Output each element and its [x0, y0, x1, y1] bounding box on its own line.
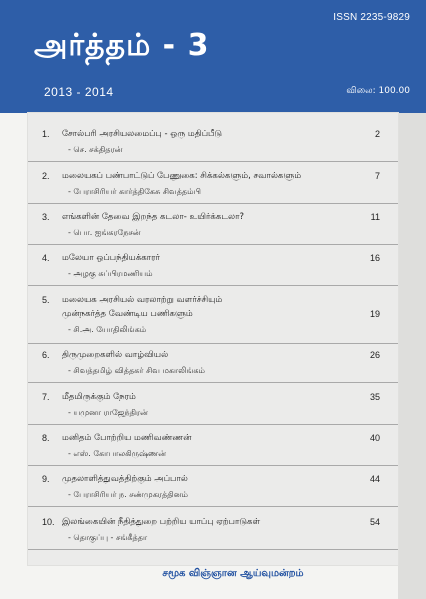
- entry-author: - பொ. ஐங்கரநேசன்: [68, 228, 141, 237]
- entry-title-line-2: முன்நகர்த்த வேண்டிய பணிகளும்: [62, 309, 193, 319]
- entry-number: 9.: [42, 474, 50, 484]
- entry-page: 2: [374, 129, 380, 139]
- entry-page: 54: [369, 517, 380, 527]
- toc-entry-6[interactable]: [28, 350, 398, 383]
- entry-page: 26: [369, 350, 380, 360]
- toc-entry-5[interactable]: [28, 295, 398, 344]
- entry-title: மலையகப் பண்பாட்டுப் பேணுகை: சிக்கல்களும், சவால்களும்: [62, 171, 302, 181]
- toc-entry-8[interactable]: [28, 433, 398, 466]
- toc-entry-2[interactable]: [28, 171, 398, 204]
- entry-number: 7.: [42, 392, 50, 402]
- entry-title: முதலாளித்துவத்திற்கும் அப்பால்: [62, 474, 188, 484]
- entry-page: 44: [369, 474, 380, 484]
- issn-label: ISSN 2235-9829: [333, 12, 410, 23]
- publisher-name: சமூக விஞ்ஞான ஆய்வுமன்றம்: [162, 568, 304, 579]
- entry-page: 16: [369, 253, 380, 263]
- entry-author: - பேராசிரியர் கார்த்திகேசு சிவத்தம்பி: [68, 187, 201, 196]
- entry-author: - செ. சக்திதரன்: [68, 145, 123, 154]
- entry-title: எங்களின் தேவை இறந்த கடலா- உயிர்க்கடலா?: [62, 212, 245, 222]
- entry-title: சோல்பரி அரசியலமைப்பு - ஒரு மதிப்பீடு: [62, 129, 222, 139]
- entry-number: 4.: [42, 253, 50, 263]
- toc-entry-1[interactable]: [28, 129, 398, 162]
- entry-title: மீதமிருக்கும் நேரம்: [62, 392, 136, 402]
- toc-entry-3[interactable]: [28, 212, 398, 245]
- toc-entry-9[interactable]: [28, 474, 398, 507]
- entry-number: 6.: [42, 350, 50, 360]
- entry-number: 8.: [42, 433, 50, 443]
- price-label: விலை: 100.00: [346, 86, 410, 96]
- entry-title: திருமுறைகளில் வாழ்வியல்: [62, 350, 169, 360]
- toc-entry-4[interactable]: [28, 253, 398, 286]
- entry-page: 19: [369, 309, 380, 319]
- cover-header: [0, 0, 426, 113]
- issue-years: 2013 - 2014: [44, 85, 114, 99]
- entry-author: - சி.அ. யோதிலிங்கம்: [68, 325, 147, 334]
- toc-entry-10[interactable]: [28, 517, 398, 550]
- entry-number: 1.: [42, 129, 50, 139]
- toc-entry-7[interactable]: [28, 392, 398, 425]
- table-of-contents: [28, 113, 398, 565]
- entry-number: 2.: [42, 171, 50, 181]
- entry-title: மலேயா ஒப்பந்தியக்காரர்: [62, 253, 160, 263]
- entry-title: மனிதம் போற்றிய மணிவண்ணன்: [62, 433, 192, 443]
- entry-author: - சிவத்தமிழ் வித்தகர் சிவ மகாலிங்கம்: [68, 366, 205, 375]
- entry-page: 11: [370, 212, 380, 222]
- entry-number: 3.: [42, 212, 50, 222]
- magazine-title: அர்த்தம் - 3: [34, 28, 210, 63]
- page-edge-strip: [398, 113, 426, 599]
- entry-page: 35: [369, 392, 380, 402]
- entry-number: 10.: [42, 517, 55, 527]
- entry-title: இலங்கையின் நீதித்துறை பற்றிய யாப்பு ஏற்பாடுகள்: [62, 517, 261, 527]
- entry-author: - அழகு சுப்பிரமணியம்: [68, 269, 153, 278]
- entry-title: மலையக அரசியல் வரலாற்று வளர்ச்சியும்: [62, 295, 223, 305]
- entry-page: 40: [369, 433, 380, 443]
- entry-author: - யமுனா ராஜேந்திரன்: [68, 408, 148, 417]
- entry-author: - பேராசிரியர் ந. சண்முகரத்தினம்: [68, 490, 188, 499]
- entry-number: 5.: [42, 295, 50, 305]
- entry-author: - எஸ். கோபாலகிருஷ்ணன்: [68, 449, 166, 458]
- entry-page: 7: [374, 171, 380, 181]
- entry-author: - தொகுப்பு - சங்கீத்தா: [68, 533, 148, 542]
